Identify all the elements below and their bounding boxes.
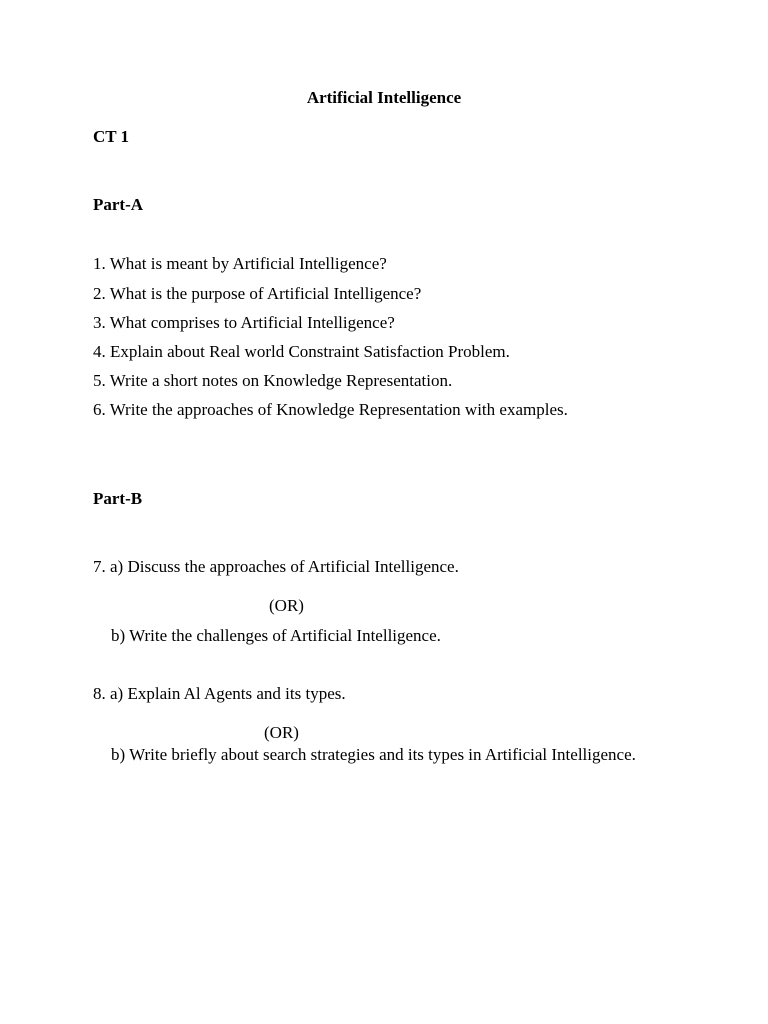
part-b-question-option-b: b) Write the challenges of Artificial Intelligence. — [111, 626, 441, 645]
or-separator: (OR) — [264, 723, 299, 742]
part-b-question-option-b: b) Write briefly about search strategies and its types in Artificial Intelligence. — [111, 745, 636, 764]
part-b-heading: Part-B — [93, 489, 143, 508]
part-b-question-option-a: 8. a) Explain Al Agents and its types. — [93, 684, 346, 703]
part-a-heading: Part-A — [93, 195, 144, 214]
test-label: CT 1 — [93, 127, 130, 146]
part-a-question: 5. Write a short notes on Knowledge Representation. — [93, 371, 453, 390]
part-a-question: 3. What comprises to Artificial Intelligence? — [93, 313, 395, 332]
part-a-question: 4. Explain about Real world Constraint Satisfaction Problem. — [93, 342, 510, 361]
part-a-question: 2. What is the purpose of Artificial Intelligence? — [93, 284, 422, 303]
part-a-question: 6. Write the approaches of Knowledge Representation with examples. — [93, 400, 568, 419]
document-title: Artificial Intelligence — [306, 88, 462, 107]
part-b-question-option-a: 7. a) Discuss the approaches of Artificial Intelligence. — [93, 557, 459, 576]
part-a-question: 1. What is meant by Artificial Intelligence? — [93, 254, 387, 273]
or-separator: (OR) — [269, 596, 304, 615]
